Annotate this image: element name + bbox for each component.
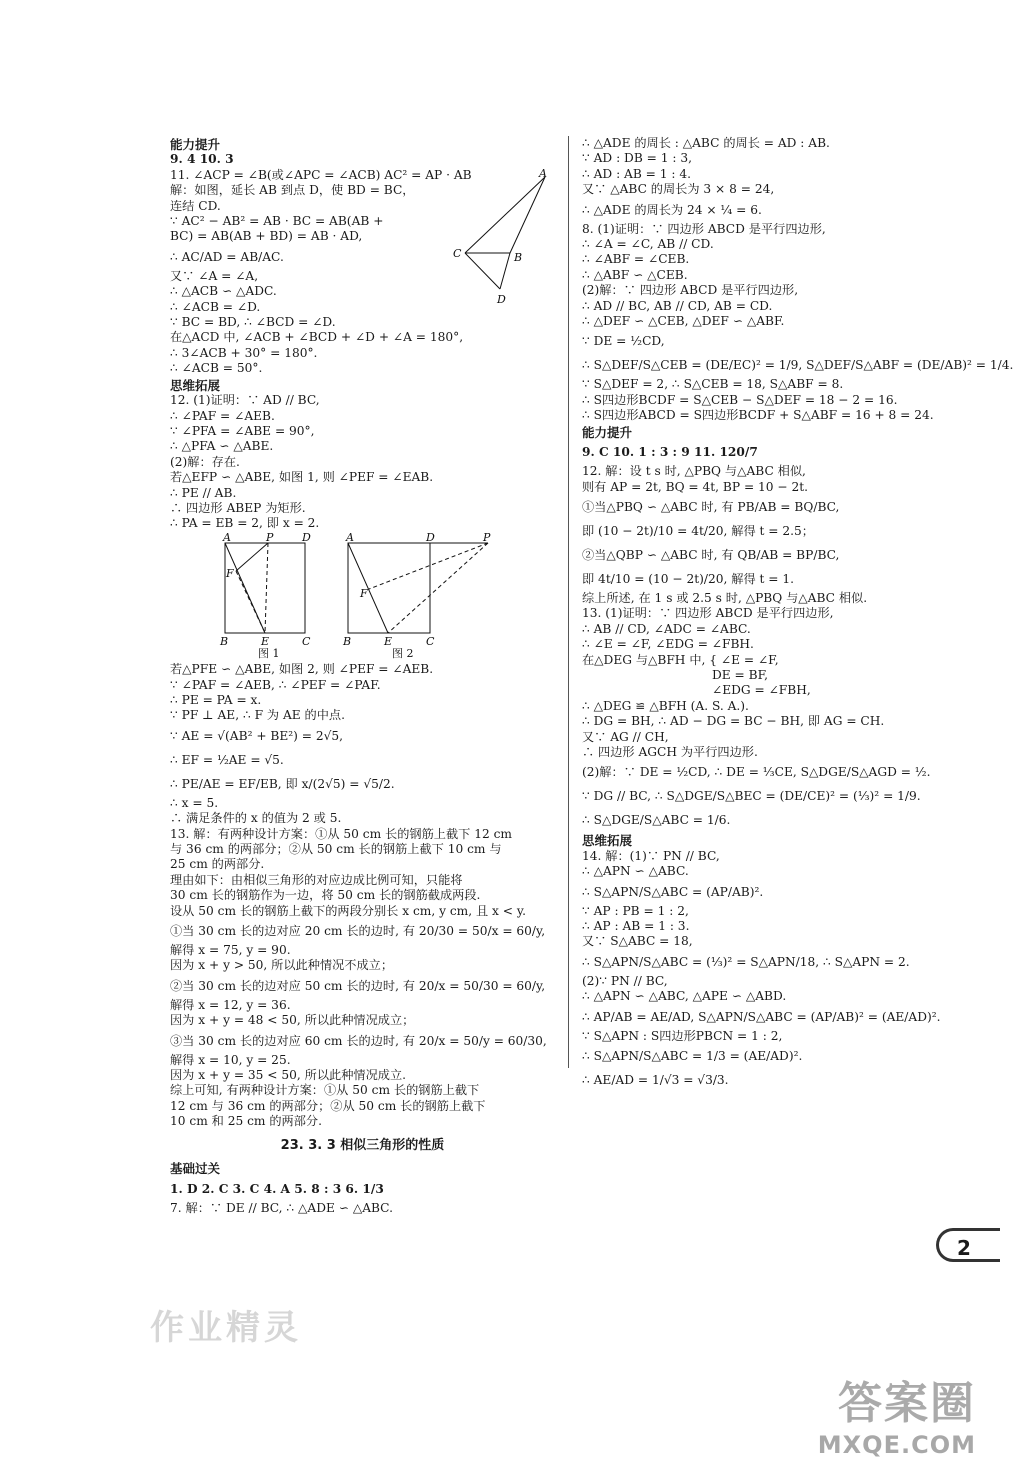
text-line: ∵ DG // BC, ∴ S△DGE/S△BEC = (DE/CE)² = (⅓)² = 1/9. <box>582 789 921 804</box>
text-line: ∵ ∠PFA = ∠ABE = 90°, <box>170 423 315 438</box>
fig2-label-E: E <box>384 634 393 648</box>
text-line: ∵ AC² − AB² = AB · BC = AB(AB + <box>170 214 384 229</box>
text-line: ∠EDG = ∠FBH, <box>712 683 811 698</box>
text-line: ②当△QBP ∽ △ABC 时, 有 QB/AB = BP/BC, <box>582 547 840 562</box>
text-line: 即 (10 − 2t)/10 = 4t/20, 解得 t = 2.5； <box>582 523 814 538</box>
text-line: DE = BF, <box>712 667 769 682</box>
fig1-label-C: C <box>302 634 311 648</box>
section-heading: 思维拓展 <box>582 833 633 849</box>
text-line: 30 cm 长的钢筋作为一边，将 50 cm 长的钢筋截成两段. <box>170 888 481 903</box>
section-heading: 能力提升 <box>170 137 221 152</box>
text-line: ∵ DE = ½CD, <box>582 334 665 349</box>
text-line: ∴ AC/AD = AB/AC. <box>170 249 284 264</box>
text-line: 因为 x + y = 35 < 50, 所以此种情况成立. <box>170 1068 407 1083</box>
text-line: 解得 x = 75, y = 90. <box>170 943 291 958</box>
text-line: ∴ ∠E = ∠F, ∠EDG = ∠FBH. <box>582 637 754 652</box>
text-line: (2)解：∵ DE = ½CD, ∴ DE = ⅓CE, S△DGE/S△AGD = ½. <box>582 765 931 780</box>
fig1-label-D: D <box>302 530 311 544</box>
text-line: ∴ AE/AD = 1/√3 = √3/3. <box>582 1073 729 1088</box>
text-line: ∵ S△DEF = 2, ∴ S△CEB = 18, S△ABF = 8. <box>582 377 844 392</box>
fig1-label-F: F <box>226 566 234 580</box>
text-line: ∴ △ADE 的周长为 24 × ¼ = 6. <box>582 202 762 217</box>
text-line: 连结 CD. <box>170 198 221 213</box>
fig2-label-C: C <box>426 634 435 648</box>
text-line: ∴ ∠PAF = ∠AEB. <box>170 408 275 423</box>
answer-line: 1. D 2. C 3. C 4. A 5. 8 : 3 6. 1/3 <box>170 1181 384 1196</box>
section-heading: 能力提升 <box>582 424 633 440</box>
text-line: 解得 x = 12, y = 36. <box>170 997 291 1012</box>
text-line: ∴ ∠A = ∠C, AB // CD. <box>582 237 714 252</box>
text-line: ∴ AP : AB = 1 : 3. <box>582 919 690 933</box>
text-line: ∴ PA = EB = 2, 即 x = 2. <box>170 516 320 531</box>
text-line: ∵ AD : DB = 1 : 3, <box>582 151 692 166</box>
text-line: ∴ PE = PA = x. <box>170 692 262 707</box>
label-C: C <box>453 247 462 261</box>
fig1-caption: 图 1 <box>258 646 280 660</box>
text-line: ∵ BC = BD, ∴ ∠BCD = ∠D. <box>170 315 336 330</box>
text-line: ∴ ∠ABF = ∠CEB. <box>582 252 690 267</box>
fig2-label-P: P <box>483 530 491 544</box>
watermark-logo-text: 答案圈 <box>838 1378 976 1429</box>
text-line: 12. 解：设 t s 时, △PBQ 与△ABC 相似, <box>582 464 806 479</box>
text-line: ∴ ∠ACB = 50°. <box>170 361 263 376</box>
text-line: (2)解：∵ 四边形 ABCD 是平行四边形, <box>582 283 799 298</box>
text-line: 12 cm 与 36 cm 的两部分；②从 50 cm 长的钢筋上截下 <box>170 1098 486 1113</box>
page-number: 2 <box>936 1228 1000 1262</box>
text-line: 7. 解：∵ DE // BC, ∴ △ADE ∽ △ABC. <box>170 1200 393 1215</box>
section-heading: 基础过关 <box>170 1161 221 1177</box>
text-line: 若△PFE ∽ △ABE, 如图 2, 则 ∠PEF = ∠AEB. <box>170 662 434 677</box>
fig2-caption: 图 2 <box>392 646 414 660</box>
answer-line: 9. C 10. 1 : 3 : 9 11. 120/7 <box>582 445 758 460</box>
column-divider <box>568 136 569 1068</box>
text-line: ∴ DG = BH, ∴ AD − DG = BC − BH, 即 AG = CH. <box>582 714 885 729</box>
text-line: ∴ ∠ACB = ∠D. <box>170 299 261 314</box>
text-line: ∴ S△APN/S△ABC = (⅓)² = S△APN/18, ∴ S△APN = 2. <box>582 954 910 969</box>
text-line: ①当△PBQ ∽ △ABC 时, 有 PB/AB = BQ/BC, <box>582 499 840 514</box>
text-line: 12. (1)证明：∵ AD // BC, <box>170 393 320 408</box>
text-line: ∴ EF = ½AE = √5. <box>170 752 284 767</box>
text-line: ∵ ∠PAF = ∠AEB, ∴ ∠PEF = ∠PAF. <box>170 677 381 692</box>
right-column <box>582 136 1013 1092</box>
text-line: ∴ △PFA ∽ △ABE. <box>170 439 274 454</box>
text-line: 综上所述, 在 1 s 或 2.5 s 时, △PBQ 与△ABC 相似. <box>582 590 868 605</box>
text-line: ∴ PE // AB. <box>170 485 237 500</box>
square-figures <box>170 530 510 660</box>
text-line: ∵ AE = √(AB² + BE²) = 2√5, <box>170 728 344 743</box>
text-line: ∴ AB // CD, ∠ADC = ∠ABC. <box>582 621 751 636</box>
text-line: 即 4t/10 = (10 − 2t)/20, 解得 t = 1. <box>582 571 795 586</box>
text-line: 因为 x + y = 48 < 50, 所以此种情况成立； <box>170 1013 415 1028</box>
text-line: ∵ PF ⊥ AE, ∴ F 为 AE 的中点. <box>170 708 345 723</box>
text-line: (2)∵ PN // BC, <box>582 973 668 988</box>
fig2-label-F: F <box>360 586 368 600</box>
fig1-label-B: B <box>220 634 229 648</box>
text-line: 解得 x = 10, y = 25. <box>170 1052 291 1067</box>
label-D: D <box>497 293 506 307</box>
faint-stamp-text: 作业精灵 <box>150 1308 302 1348</box>
text-line: 又∵ S△ABC = 18, <box>582 934 693 949</box>
text-line: 若△EFP ∽ △ABE, 如图 1, 则 ∠PEF = ∠EAB. <box>170 470 434 485</box>
text-line: ∴ △DEG ≌ △BFH (A. S. A.). <box>582 698 749 713</box>
fig1-label-A: A <box>223 530 231 544</box>
text-line: 与 36 cm 的两部分；②从 50 cm 长的钢筋上截下 10 cm 与 <box>170 842 502 856</box>
text-line: 则有 AP = 2t, BQ = 4t, BP = 10 − 2t. <box>582 479 809 494</box>
subsection-title: 23. 3. 3 相似三角形的性质 <box>280 1137 445 1153</box>
text-line: ∴ S△APN/S△ABC = (AP/AB)². <box>582 884 764 899</box>
text-line: ∵ S△APN : S四边形PBCN = 1 : 2, <box>582 1028 783 1043</box>
text-line: 设从 50 cm 长的钢筋上截下的两段分别长 x cm, y cm, 且 x < y. <box>170 903 527 918</box>
label-A: A <box>539 167 547 181</box>
left-column <box>170 136 555 1216</box>
text-line: ∴ 四边形 AGCH 为平行四边形. <box>582 744 758 759</box>
text-line: 13. 解：有两种设计方案：①从 50 cm 长的钢筋上截下 12 cm <box>170 826 512 841</box>
text-line: ③当 30 cm 长的边对应 60 cm 长的边时, 有 20/x = 50/y = 60/30, <box>170 1033 547 1048</box>
text-line: ∴ x = 5. <box>170 795 219 810</box>
text-line: 在△ACD 中, ∠ACB + ∠BCD + ∠D + ∠A = 180°, <box>170 330 464 345</box>
text-line: ∴ △APN ∽ △ABC. <box>582 864 689 879</box>
section-heading: 思维拓展 <box>170 377 221 393</box>
text-line: ∴ △ADE 的周长 : △ABC 的周长 = AD : AB. <box>582 136 830 150</box>
text-line: ∴ △ABF ∽ △CEB. <box>582 267 688 282</box>
text-line: ∴ S四边形ABCD = S四边形BCDF + S△ABF = 16 + 8 = 24. <box>582 408 934 423</box>
text-line: ∴ PE/AE = EF/EB, 即 x/(2√5) = √5/2. <box>170 776 395 791</box>
text-line: 13. (1)证明：∵ 四边形 ABCD 是平行四边形, <box>582 606 834 621</box>
text-line: ∴ 满足条件的 x 的值为 2 或 5. <box>170 811 342 826</box>
text-line: 理由如下：由相似三角形的对应边成比例可知，只能将 <box>170 872 463 887</box>
text-line: BC) = AB(AB + BD) = AB · AD, <box>170 229 363 244</box>
fig1-label-E: E <box>261 634 270 648</box>
text-line: ∴ 四边形 ABEP 为矩形. <box>170 500 306 515</box>
answer-line: 11. ∠ACP = ∠B(或∠APC = ∠ACB) AC² = AP · AB <box>170 167 472 182</box>
fig2-label-A: A <box>346 530 354 544</box>
watermark-url: MXQE.COM <box>817 1431 976 1459</box>
text-line: 25 cm 的两部分. <box>170 857 265 872</box>
text-line: 又∵ AG // CH, <box>582 729 669 744</box>
label-B: B <box>514 251 523 265</box>
text-line: ∴ △APN ∽ △ABC, △APE ∽ △ABD. <box>582 989 787 1004</box>
triangle-figure <box>435 169 565 309</box>
fig2-label-D: D <box>426 530 435 544</box>
watermark <box>818 1367 976 1459</box>
text-line: ∴ △DEF ∽ △CEB, △DEF ∽ △ABF. <box>582 314 785 329</box>
answer-line: 9. 4 10. 3 <box>170 152 234 167</box>
text-line: ∴ S△DGE/S△ABC = 1/6. <box>582 813 731 828</box>
text-line: 因为 x + y > 50, 所以此种情况不成立； <box>170 958 394 973</box>
fig1-label-P: P <box>266 530 274 544</box>
text-line: ∴ △ACB ∽ △ADC. <box>170 284 277 299</box>
text-line: ∴ AP/AB = AE/AD, S△APN/S△ABC = (AP/AB)² = (AE/AD)². <box>582 1009 941 1024</box>
text-line: (2)解：存在. <box>170 454 240 469</box>
text-line: 8. (1)证明：∵ 四边形 ABCD 是平行四边形, <box>582 221 826 236</box>
text-line: 又∵ △ABC 的周长为 3 × 8 = 24, <box>582 182 775 197</box>
text-line: ②当 30 cm 长的边对应 50 cm 长的边时, 有 20/x = 50/30 = 60/y, <box>170 978 546 993</box>
text-line: 又∵ ∠A = ∠A, <box>170 268 259 283</box>
text-line: ①当 30 cm 长的边对应 20 cm 长的边时, 有 20/30 = 50/x = 60/y, <box>170 924 546 939</box>
text-line: 10 cm 和 25 cm 的两部分. <box>170 1114 322 1129</box>
text-line: ∴ AD // BC, AB // CD, AB = CD. <box>582 298 773 313</box>
text-line: 综上可知, 有两种设计方案：①从 50 cm 长的钢筋上截下 <box>170 1083 480 1098</box>
fig2-label-B: B <box>343 634 352 648</box>
text-line: ∴ S△APN/S△ABC = 1/3 = (AE/AD)². <box>582 1049 803 1064</box>
text-line: ∴ AD : AB = 1 : 4. <box>582 166 692 181</box>
text-line: ∴ S△DEF/S△CEB = (DE/EC)² = 1/9, S△DEF/S△ABF = (DE/AB)² = 1/4. <box>582 358 1013 373</box>
text-line: ∴ 3∠ACB + 30° = 180°. <box>170 345 318 360</box>
text-line: 14. 解：(1)∵ PN // BC, <box>582 848 720 863</box>
text-line: ∵ AP : PB = 1 : 2, <box>582 903 689 918</box>
text-line: ∴ S四边形BCDF = S△CEB − S△DEF = 18 − 2 = 16. <box>582 392 898 407</box>
text-line: 在△DEG 与△BFH 中, { ∠E = ∠F, <box>582 652 779 667</box>
text-line: 解：如图，延长 AB 到点 D，使 BD = BC， <box>170 183 415 198</box>
